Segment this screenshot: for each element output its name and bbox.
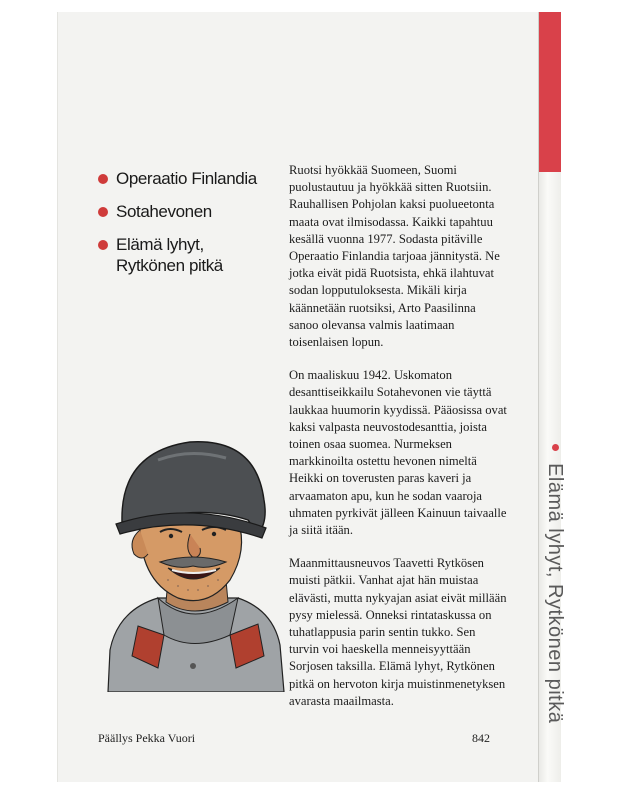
title-label: Sotahevonen (116, 202, 212, 221)
bullet-icon (98, 240, 108, 250)
product-code: 842 (472, 731, 490, 745)
blurb-paragraph-3: Maanmittausneuvos Taavetti Rytkösen muisti pätkii. Vanhat ajat hän muistaa elävästi, mutta nykyajan asiat eivät millään pysy mielessä. Onneksi rintataskussa on tuhatlappusia parin sentin tukko. Sen turvin voi haeskella menneisyyttään Sorjosen taksilla. Elämä lyhyt, Rytkönen pitkä on hervoton kirja muistinmenetyksen avarasta maailmasta. (289, 556, 507, 708)
book-title-list (98, 168, 268, 288)
blurb-text (289, 162, 507, 726)
bullet-icon (98, 207, 108, 217)
title-item-elama-lyhyt (98, 234, 268, 276)
bullet-icon (98, 174, 108, 184)
soldier-illustration (98, 430, 288, 692)
spine-title-text: Elämä lyhyt, Rytkönen pitkä (544, 463, 566, 724)
blurb-paragraph-2: On maaliskuu 1942. Uskomaton desanttiseikkailu Sotahevonen vie täyttä laukkaa huumorin kyydissä. Pääosissa ovat kaksi valpasta neuvostodesanttia, joista toinen osaa suomea. Nurmeksen markkinoilta ostettu hevonen nimeltä Heikki on toverusten paras kaveri ja arvaamaton apu, kun he sodan vaaroja uhmaten pyrkivät jälleen Kainuun taivaalle ja siitä itään. (289, 368, 507, 538)
spine-red-band (539, 12, 561, 172)
title-item-sotahevonen (98, 201, 268, 222)
cover-design-credit: Päällys Pekka Vuori (98, 731, 196, 745)
blurb-paragraph-1: Ruotsi hyökkää Suomeen, Suomi puolustautuu ja hyökkää sitten Ruotsiin. Rauhallisen Pohjolan kaksi puolueetonta maata ovat ilmisodassa. Kaikki tapahtuu kesällä vuonna 1977. Sodasta pitäville Operaatio Finlandia tarjoaa jännitystä. Ne jotka eivät pidä Ruotsista, ehkä ilahtuvat sodan lopputuloksesta. Mikäli kirja käännetään ruotsiksi, Arto Paasilinna sanoo olevansa valmis laatimaan toisenlaisen lopun. (289, 163, 500, 350)
title-label: Operaatio Finlandia (116, 169, 257, 188)
title-item-operaatio-finlandia (98, 168, 268, 189)
spine-bullet-icon (552, 444, 559, 451)
title-label: Elämä lyhyt, Rytkönen pitkä (116, 235, 223, 275)
spine-title (543, 444, 566, 723)
book-spine (538, 12, 566, 782)
